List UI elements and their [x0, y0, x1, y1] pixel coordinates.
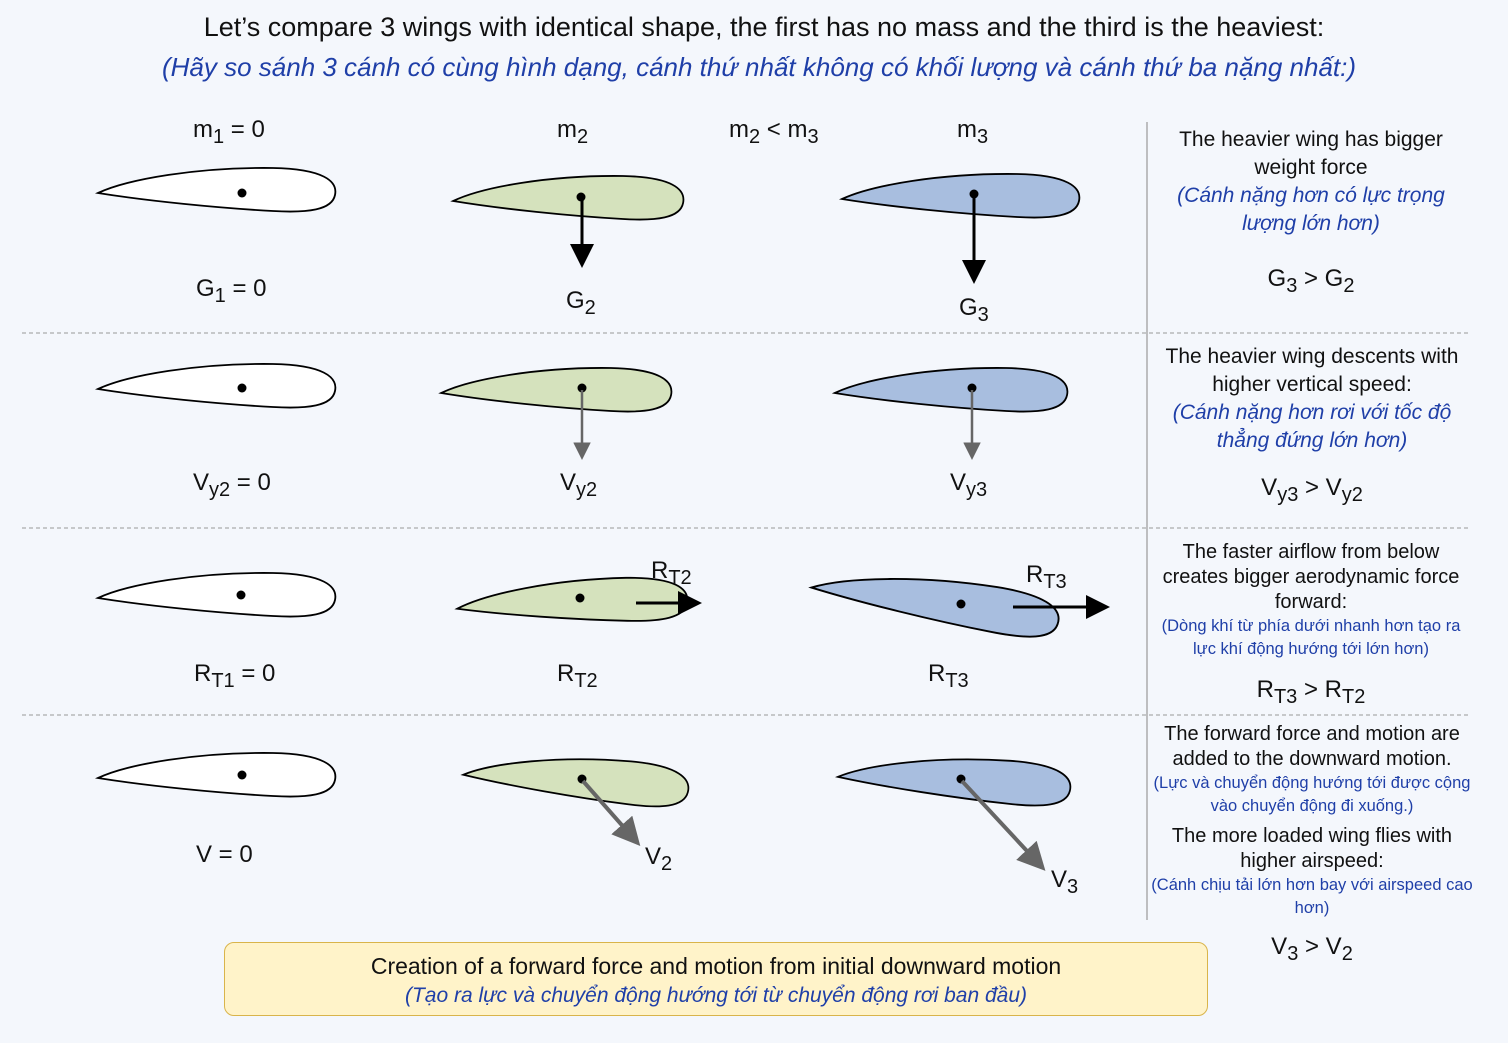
wing-1-row-3	[98, 573, 335, 617]
weight-label-1: $G_1 = 0$	[196, 275, 267, 307]
airspeed-comparison: $V_3 > V_2$	[1271, 933, 1353, 965]
aero-force-label-3: $R_{T3}$	[928, 660, 969, 692]
vertical-speed-label-3: $V_{y3}$	[950, 469, 988, 501]
wing-3-row-2	[835, 368, 1068, 412]
wing-2-row-1	[453, 176, 683, 220]
weight-label-2: $G_2$	[566, 287, 596, 319]
vertical-speed-explanation: The heavier wing descents with higher vertical speed: (Cánh nặng hơn rơi với tốc độ thẳng đứng lớn hơn)	[1165, 345, 1459, 452]
wing-3-row-4	[837, 752, 1072, 808]
airspeed-explanation: The forward force and motion are added to the downward motion. (Lực và chuyển động hướng tới được cộng vào chuyển động đi xuống.) The more loaded wing flies with higher airspeed: (Cánh chịu tải lớn hơn bay với airspeed cao hơn)	[1151, 723, 1473, 917]
wing-3-row-3	[809, 561, 1062, 641]
wing-1-row-2	[98, 364, 335, 408]
wing-2-row-4	[462, 750, 690, 809]
airspeed-label-2: $V_2$	[645, 843, 673, 875]
mass-label-2: $m_2$	[557, 116, 589, 148]
mass-comparison: $m_2 < m_3$	[729, 116, 819, 148]
wing-3-row-1	[842, 174, 1079, 218]
vertical-speed-comparison: $V_{y3} > V_{y2}$	[1261, 474, 1363, 506]
weight-comparison: $G_3 > G_2$	[1267, 265, 1355, 297]
mass-label-1: $m_1 = 0$	[193, 116, 265, 148]
wing-2-row-2	[441, 368, 671, 412]
wing-1-row-4	[98, 753, 335, 797]
mass-label-3: $m_3$	[957, 116, 989, 148]
aero-force-arrow-label-2: $R_{T2}$	[651, 557, 692, 589]
title-vietnamese: (Hãy so sánh 3 cánh có cùng hình dạng, cánh thứ nhất không có khối lượng và cánh thứ ba nặng nhất:)	[161, 52, 1357, 82]
vertical-speed-label-2: $V_{y2}$	[560, 469, 598, 501]
weight-label-3: $G_3$	[959, 294, 989, 326]
aero-force-label-2: $R_{T2}$	[557, 660, 598, 692]
footer-caption-box	[224, 942, 1208, 1016]
aero-force-comparison: $R_{T3} > R_{T2}$	[1256, 676, 1366, 708]
airspeed-label-3: $V_3$	[1051, 866, 1079, 898]
aero-force-explanation: The faster airflow from below creates bigger aerodynamic force forward: (Dòng khí từ phía dưới nhanh hơn tạo ra lực khí động hướng tới lớn hơn)	[1161, 541, 1461, 658]
airspeed-label-1: V = 0	[196, 841, 253, 868]
wing-1-row-1	[98, 168, 335, 212]
footer-caption-vietnamese: (Tạo ra lực và chuyển động hướng tới từ chuyển động rơi ban đầu)	[404, 984, 1028, 1007]
aero-force-label-1: $R_{T1} = 0$	[194, 660, 276, 692]
aero-force-arrow-label-3: $R_{T3}$	[1026, 561, 1067, 593]
title-english: Let’s compare 3 wings with identical shape, the first has no mass and the third is the heaviest:	[203, 12, 1325, 42]
footer-caption-english: Creation of a forward force and motion from initial downward motion	[370, 953, 1062, 979]
weight-explanation: The heavier wing has bigger weight force (Cánh nặng hơn có lực trọng lượng lớn hơn)	[1177, 128, 1445, 235]
vertical-speed-label-1: $V_{y2} = 0$	[193, 469, 271, 501]
